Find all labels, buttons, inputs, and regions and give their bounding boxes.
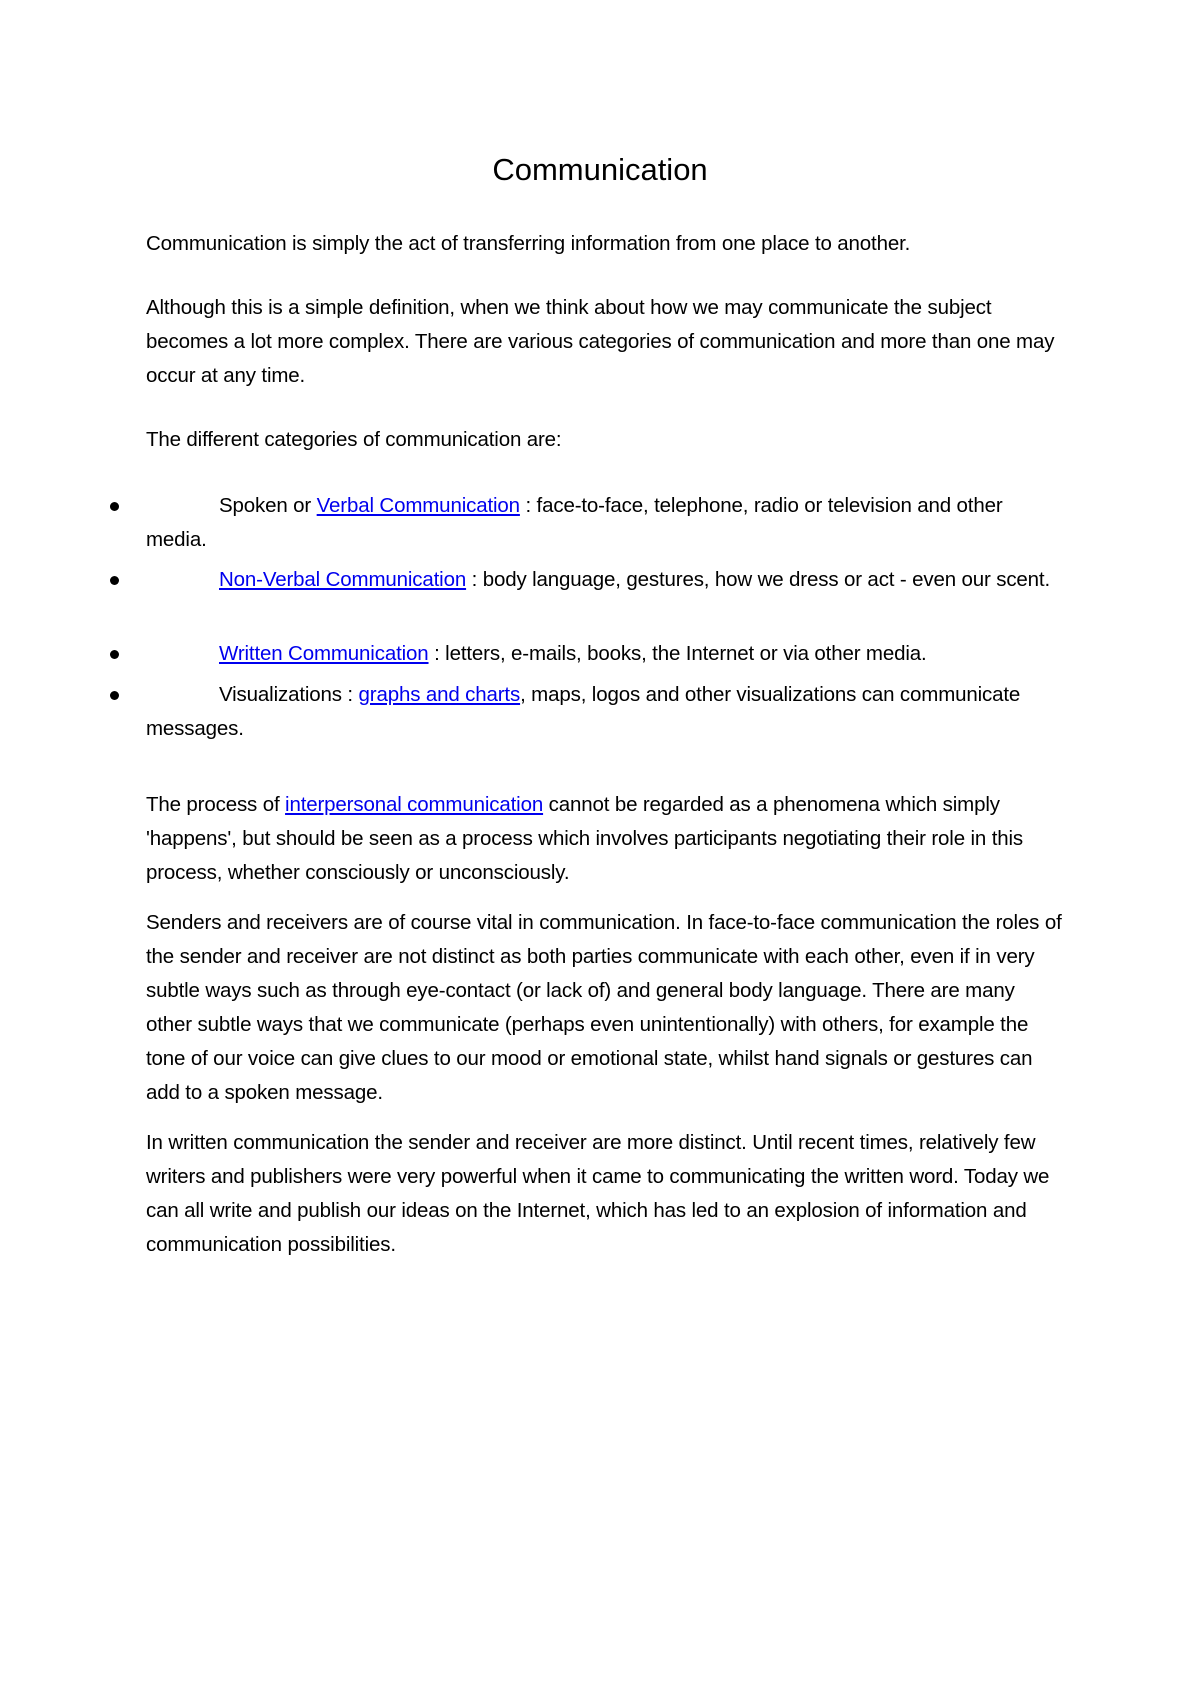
bullet-icon (110, 502, 119, 511)
list-item-prefix: Spoken or (219, 494, 317, 517)
list-item-suffix: , maps, logos and other visualizations can communicate messages. (146, 683, 1021, 740)
senders-receivers-paragraph: Senders and receivers are of course vital in communication. In face-to-face communication the roles of the sender and receiver are not distinct as both parties communicate with each other, even if in very subtle ways such as through eye-contact (or lack of) and general body language. There are many other subtle ways that we communicate (perhaps even unintentionally) with others, for example the tone of our voice can give clues to our mood or emotional state, whilst hand signals or gestures can add to a spoken message. (146, 911, 1062, 1104)
list-item-text (146, 489, 1066, 557)
categories-intro: The different categories of communication are: (146, 428, 562, 451)
bullet-icon (110, 576, 119, 585)
non-verbal-communication-link[interactable]: Non-Verbal Communication (219, 568, 467, 591)
graphs-and-charts-link[interactable]: graphs and charts (358, 683, 521, 706)
definition-paragraph: Although this is a simple definition, when we think about how we may communicate the subject becomes a lot more complex. There are various categories of communication and more than one may occur at any time. (146, 296, 1055, 387)
bullet-icon (110, 650, 119, 659)
list-item-suffix: : letters, e-mails, books, the Internet or via other media. (428, 642, 927, 665)
process-prefix: The process of (146, 793, 286, 816)
list-item-text (146, 678, 1066, 746)
written-communication-paragraph: In written communication the sender and receiver are more distinct. Until recent times, relatively few writers and publishers were very powerful when it came to communicating the written word. Today we can all write and publish our ideas on the Internet, which has led to an explosion of information and communication possibilities. (146, 1131, 1050, 1256)
written-communication-link[interactable]: Written Communication (219, 642, 429, 665)
list-item-suffix: : face-to-face, telephone, radio or television and other media. (146, 494, 1003, 551)
list-item-prefix: Visualizations : (219, 683, 359, 706)
page-title: Communication (492, 152, 708, 187)
intro-paragraph: Communication is simply the act of transferring information from one place to another. (146, 232, 911, 255)
list-item-suffix: : body language, gestures, how we dress or act - even our scent. (466, 568, 1051, 591)
list-item-text (146, 563, 1066, 597)
list-item-text (146, 637, 1066, 671)
process-suffix: cannot be regarded as a phenomena which simply 'happens', but should be seen as a process which involves participants negotiating their role in this process, whether consciously or unconsciously. (146, 793, 1023, 884)
process-paragraph (146, 788, 1066, 890)
bullet-icon (110, 691, 119, 700)
interpersonal-communication-link[interactable]: interpersonal communication (285, 793, 544, 816)
verbal-communication-link[interactable]: Verbal Communication (316, 494, 520, 517)
